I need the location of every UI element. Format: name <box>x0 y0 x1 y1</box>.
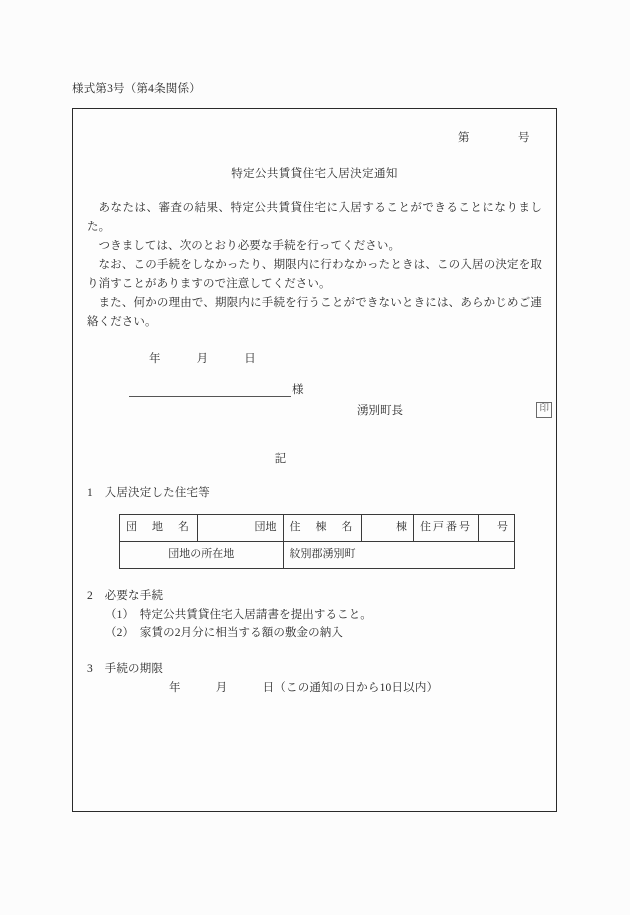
table-row-housing-ids <box>120 515 515 542</box>
issue-date-line: 年 月 日 <box>149 352 257 365</box>
recipient-name-blank[interactable] <box>129 382 291 397</box>
building-name-label: 住 棟 名 <box>283 515 361 542</box>
section-procedures-heading: 2 必要な手続 <box>87 590 164 603</box>
seal-stamp-box: 印 <box>536 402 552 418</box>
issuer-block <box>357 402 552 418</box>
estate-address-label: 団地の所在地 <box>120 542 284 569</box>
form-id-label: 様式第3号（第4条関係） <box>72 83 201 95</box>
estate-name-label: 団 地 名 <box>120 515 198 542</box>
notice-paragraph-3: なお、この手続をしなかったり、期限内に行わなかったときは、この入居の決定を取り消すことがありますので注意してください。 <box>87 258 542 290</box>
housing-details-table <box>119 514 515 569</box>
section-housing <box>87 484 542 569</box>
building-name-value[interactable]: 棟 <box>361 515 414 542</box>
notice-paragraph-4: また、何かの理由で、期限内に手続を行うことができないときには、あらかじめご連絡ください。 <box>87 296 542 328</box>
document-title: 特定公共賃貸住宅入居決定通知 <box>231 168 398 180</box>
notice-body <box>87 199 542 332</box>
section-housing-heading: 1 入居決定した住宅等 <box>87 486 210 499</box>
recipient-block <box>129 382 304 397</box>
document-frame <box>72 108 557 812</box>
section-procedures <box>87 587 542 642</box>
document-number-line: 第 号 <box>458 132 530 144</box>
section-deadline-heading: 3 手続の期限 <box>87 663 164 676</box>
issuer-name: 湧別町長 <box>357 404 403 417</box>
table-row-housing-address <box>120 542 515 569</box>
notice-paragraph-1: あなたは、審査の結果、特定公共賃貸住宅に入居することができることになりました。 <box>87 202 542 233</box>
signature-row <box>87 382 549 426</box>
section-deadline <box>87 660 542 697</box>
unit-number-label: 住戸番号 <box>414 515 479 542</box>
estate-name-value[interactable]: 団地 <box>198 515 284 542</box>
ki-marker: 記 <box>274 452 287 465</box>
list-item: （2） 家賃の2月分に相当する額の敷金の納入 <box>105 626 343 639</box>
unit-number-value[interactable]: 号 <box>479 515 515 542</box>
deadline-date-line: 年 月 日（この通知の日から10日以内） <box>169 681 439 694</box>
recipient-honorific: 様 <box>292 384 304 397</box>
notice-paragraph-2: つきましては、次のとおり必要な手続を行ってください。 <box>98 239 401 252</box>
estate-address-value[interactable]: 紋別郡湧別町 <box>283 542 515 569</box>
list-item: （1） 特定公共賃貸住宅入居請書を提出すること。 <box>105 608 372 621</box>
procedures-list <box>87 606 542 643</box>
document-inner <box>73 109 556 811</box>
